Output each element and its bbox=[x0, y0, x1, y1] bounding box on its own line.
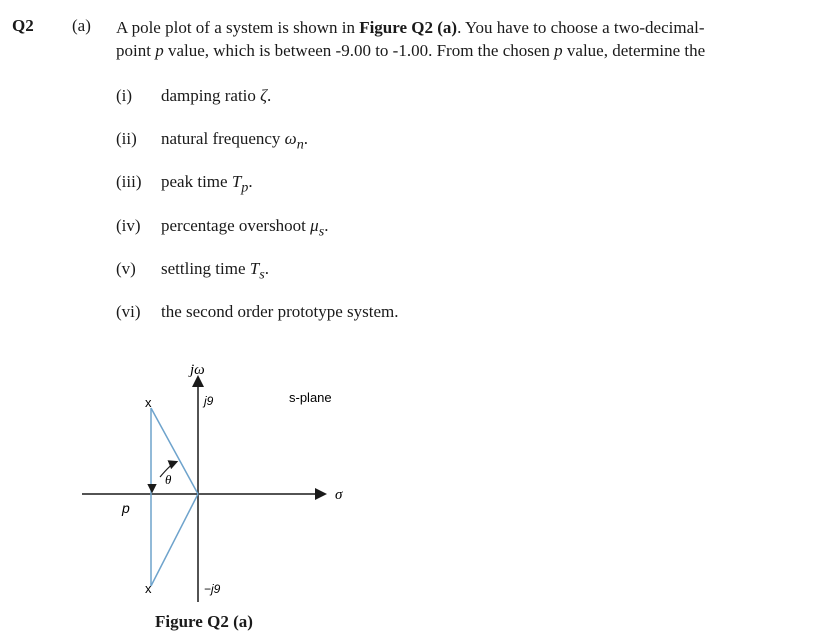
lower-pole-marker: x bbox=[145, 581, 152, 596]
item-number: (vi) bbox=[116, 302, 141, 321]
pole-plot-figure bbox=[0, 340, 814, 643]
upper-damping-line bbox=[151, 408, 198, 494]
lower-tick-label: −j9 bbox=[204, 582, 221, 596]
question-intro bbox=[116, 16, 806, 62]
upper-pole-marker: x bbox=[145, 395, 152, 410]
question-number: Q2 bbox=[12, 16, 34, 35]
item-percentage-overshoot: (iv) percentage overshoot $\mu_s$. bbox=[116, 216, 329, 240]
lower-damping-line bbox=[151, 494, 198, 586]
figure-caption: Figure Q2 (a) bbox=[155, 612, 253, 631]
intro-line-1: A pole plot of a system is shown in Figure Q2 (a). You have to choose a two-decimal- bbox=[116, 18, 705, 37]
item-prototype-system bbox=[116, 302, 398, 322]
part-label: (a) bbox=[72, 16, 91, 35]
item-damping-ratio: (i) damping ratio ζ. bbox=[116, 86, 272, 105]
item-number: (i) bbox=[116, 86, 133, 105]
imaginary-axis-label: jω bbox=[190, 362, 205, 378]
item-text: the second order prototype system. bbox=[161, 302, 399, 321]
intro-line-2: point p value, which is between -9.00 to -1.00. From the chosen p value, determine the bbox=[116, 41, 706, 60]
item-number: (ii) bbox=[116, 129, 137, 148]
item-settling-time: (v) settling time $T_s$. bbox=[116, 259, 270, 283]
plane-label: s-plane bbox=[289, 390, 332, 405]
item-natural-frequency: (ii) natural frequency $\omega_n$. bbox=[116, 129, 309, 153]
upper-tick-label: j9 bbox=[204, 394, 214, 408]
real-axis-label: σ bbox=[335, 487, 343, 503]
item-number: (iv) bbox=[116, 216, 141, 235]
angle-label: θ bbox=[165, 472, 172, 487]
item-peak-time: (iii) peak time $T_p$. bbox=[116, 172, 253, 196]
pole-real-part-label: p bbox=[122, 500, 130, 516]
item-number: (v) bbox=[116, 259, 136, 278]
item-number: (iii) bbox=[116, 172, 142, 191]
